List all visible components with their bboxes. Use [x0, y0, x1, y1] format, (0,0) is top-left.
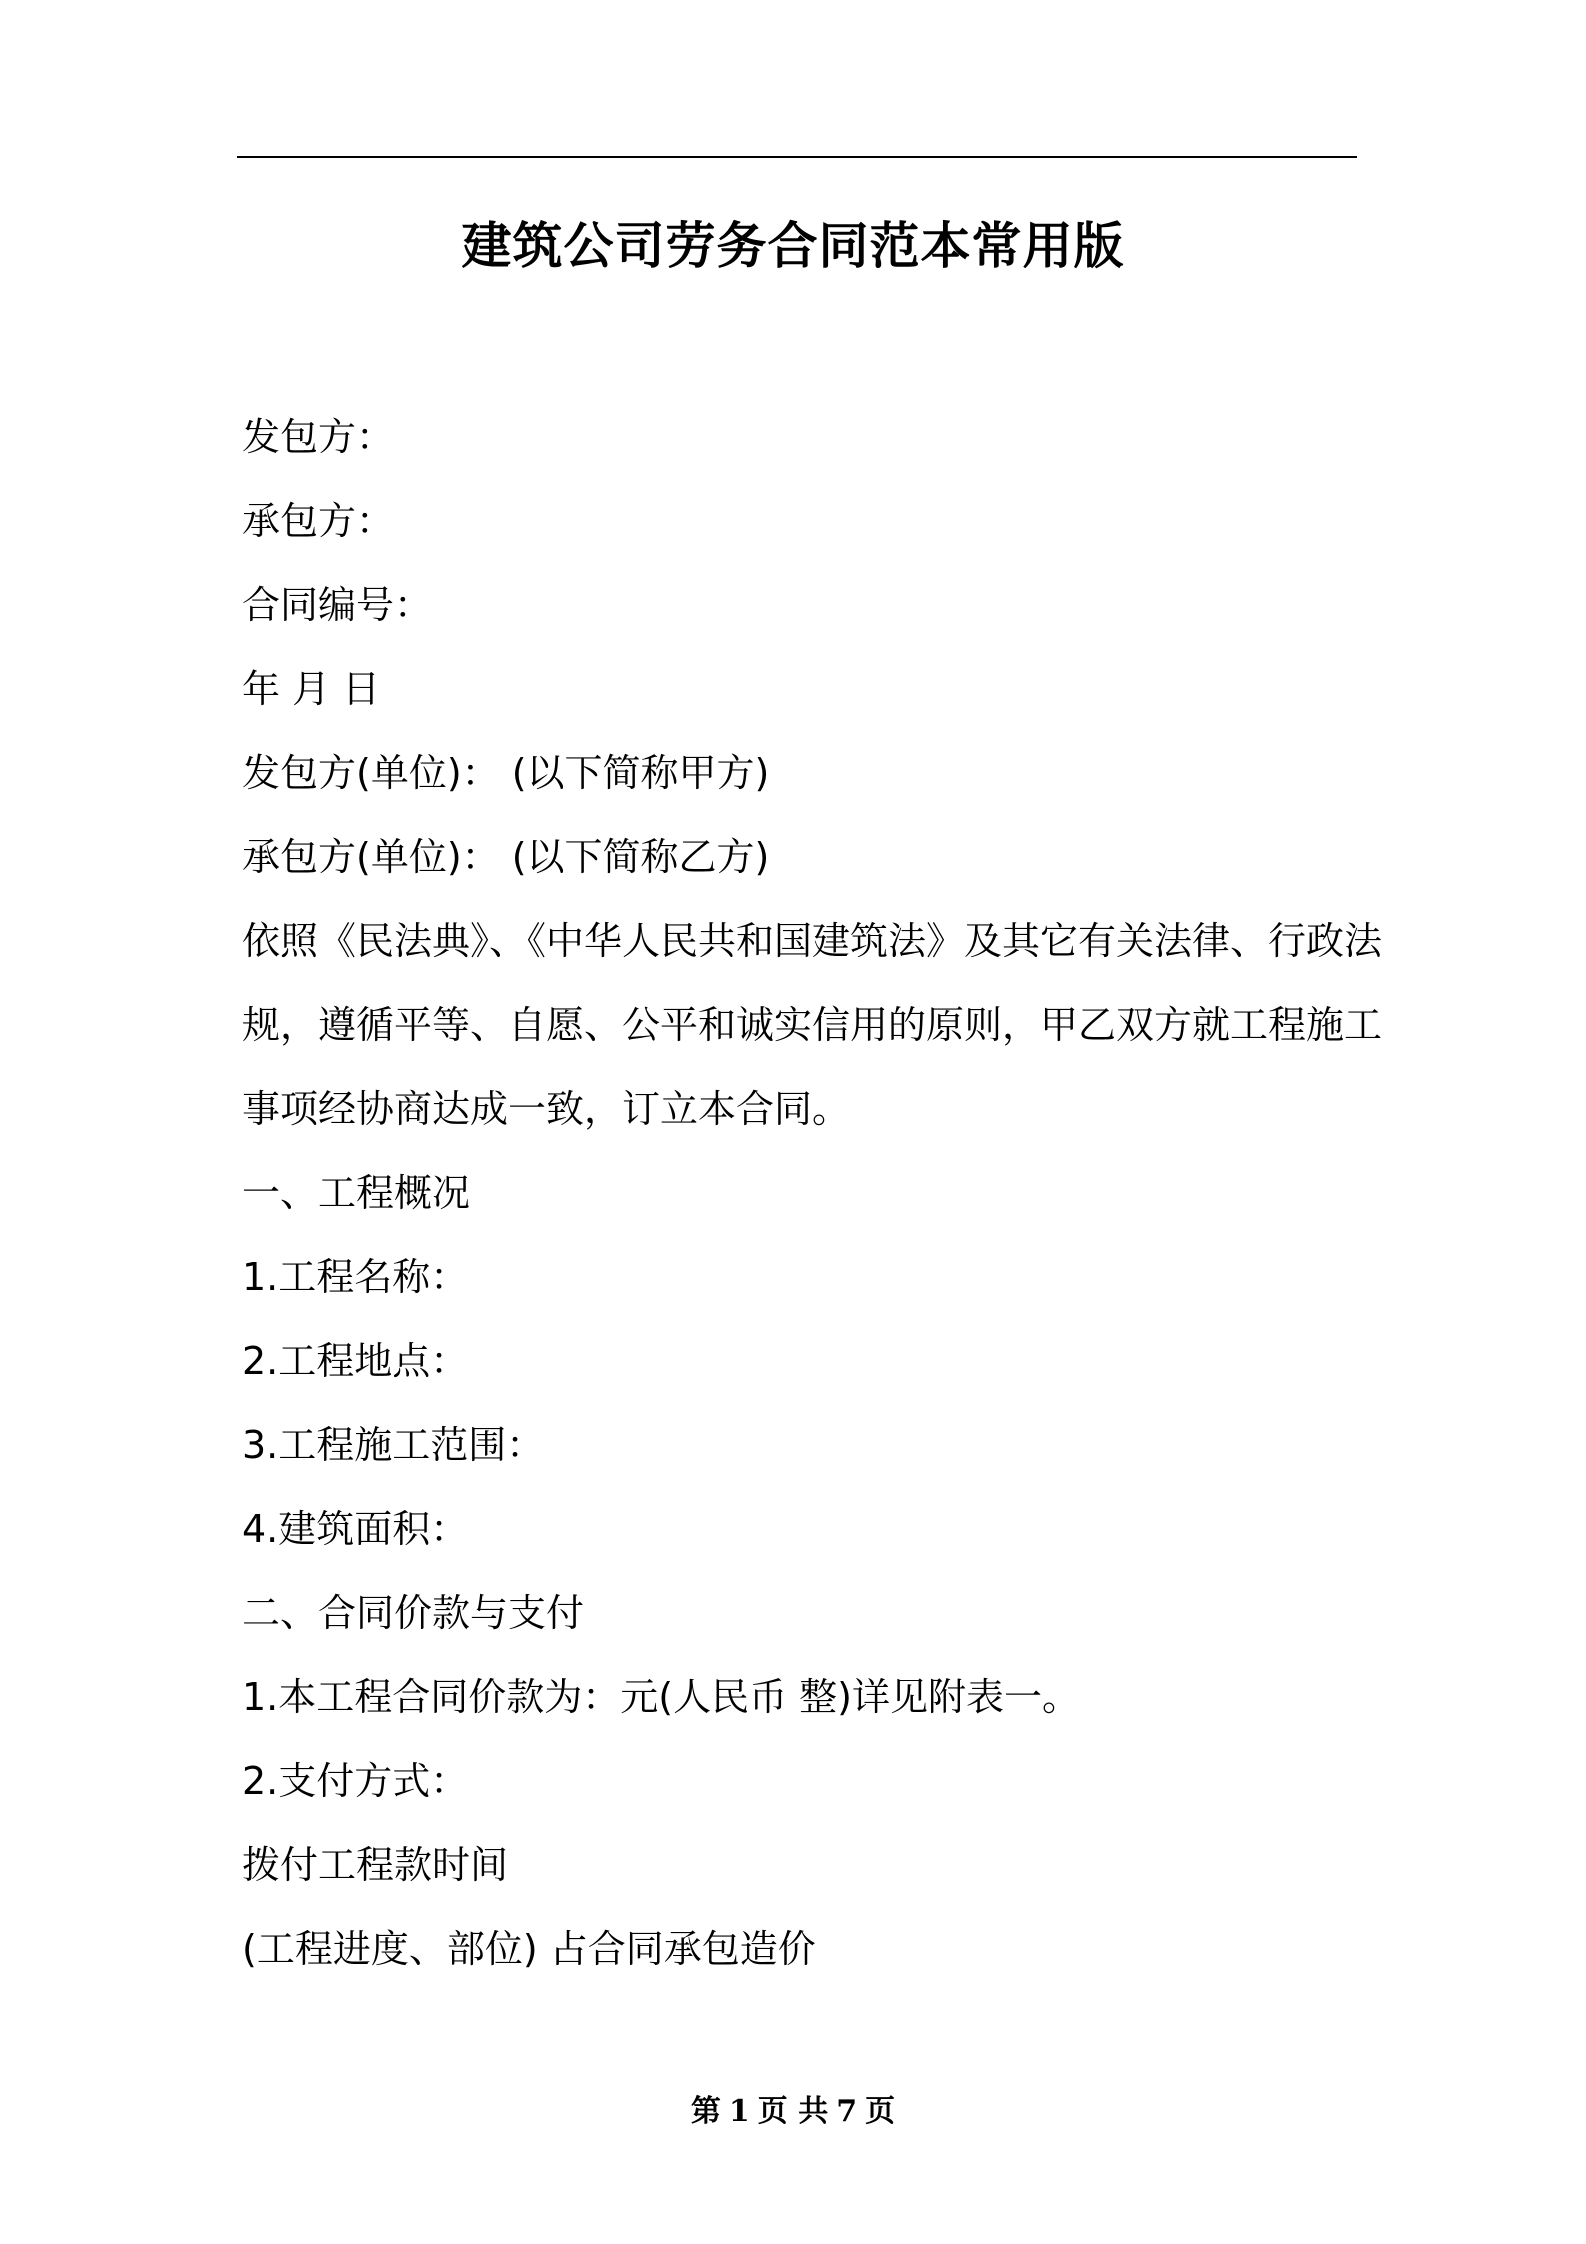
preamble-line-1: 依照《民法典》、《中华人民共和国建筑法》及其它有关法律、行政法 [242, 919, 1383, 963]
payment-method-line: 2.支付方式： [242, 1759, 469, 1803]
page-footer [0, 2092, 1586, 2132]
date-line: 年 月 日 [242, 667, 381, 711]
payment-time-line: 拨付工程款时间 [242, 1843, 509, 1887]
party-a-line: 发包方： [242, 415, 395, 459]
preamble-line-2: 规，遵循平等、自愿、公平和诚实信用的原则，甲乙双方就工程施工 [242, 1003, 1383, 1047]
project-name-line: 1.工程名称： [242, 1255, 469, 1299]
party-b-line: 承包方： [242, 499, 395, 543]
preamble-line-3: 事项经协商达成一致，订立本合同。 [242, 1087, 851, 1131]
project-location-line: 2.工程地点： [242, 1339, 469, 1383]
construction-scope-line: 3.工程施工范围： [242, 1423, 545, 1467]
footer-total-pages: 7 [836, 2094, 858, 2129]
document-title: 建筑公司劳务合同范本常用版 [461, 217, 1125, 275]
section-2-heading: 二、合同价款与支付 [242, 1591, 585, 1635]
footer-middle: 页 共 [757, 2094, 829, 2129]
footer-suffix: 页 [865, 2094, 896, 2129]
section-1-heading: 一、工程概况 [242, 1171, 471, 1215]
footer-prefix: 第 [690, 2094, 721, 2129]
progress-share-line: (工程进度、部位) 占合同承包造价 [242, 1927, 816, 1971]
contract-price-line: 1.本工程合同价款为：元(人民币 整)详见附表一。 [242, 1675, 1080, 1719]
header-rule [237, 156, 1357, 158]
party-b-unit-line: 承包方(单位)： (以下简称乙方) [242, 835, 770, 879]
party-a-unit-line: 发包方(单位)： (以下简称甲方) [242, 751, 770, 795]
footer-current-page: 1 [728, 2094, 750, 2129]
contract-number-line: 合同编号： [242, 583, 433, 627]
building-area-line: 4.建筑面积： [242, 1507, 469, 1551]
